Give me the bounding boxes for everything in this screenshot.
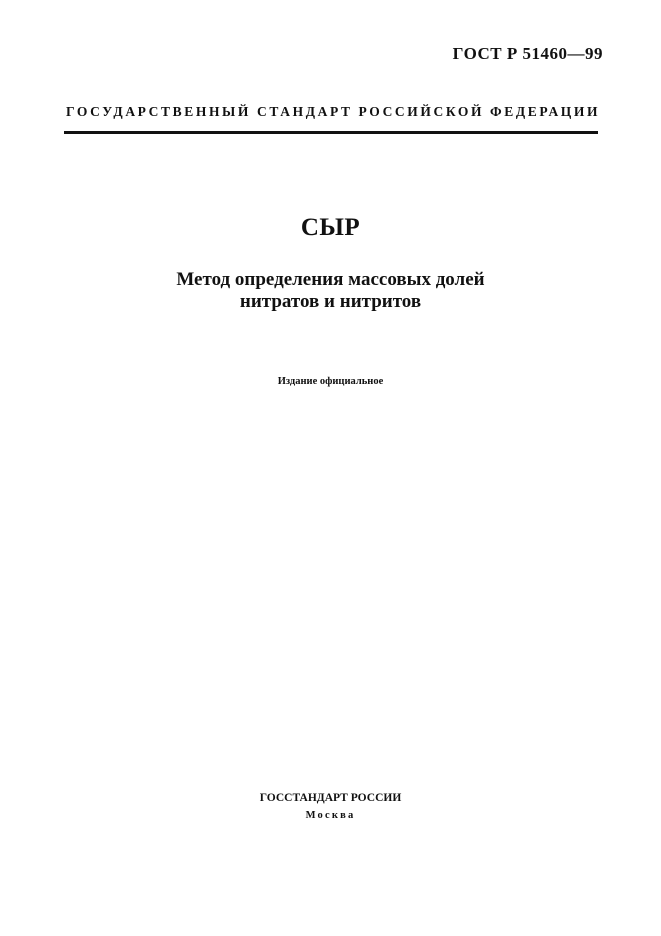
edition-label: Издание официальное (277, 376, 384, 387)
header-divider (64, 131, 598, 134)
document-code: ГОСТ Р 51460—99 (452, 44, 603, 63)
document-title: СЫР (300, 214, 361, 241)
state-standard-heading: ГОСУДАРСТВЕННЫЙ СТАНДАРТ РОССИЙСКОЙ ФЕДЕРАЦИИ (66, 104, 601, 119)
subtitle-line-1: Метод определения массовых долей (176, 269, 485, 290)
publication-city: Москва (305, 810, 356, 821)
subtitle-line-2: нитратов и нитритов (239, 291, 422, 312)
publisher-name: ГОССТАНДАРТ РОССИИ (259, 792, 402, 804)
document-subtitle (0, 269, 661, 313)
